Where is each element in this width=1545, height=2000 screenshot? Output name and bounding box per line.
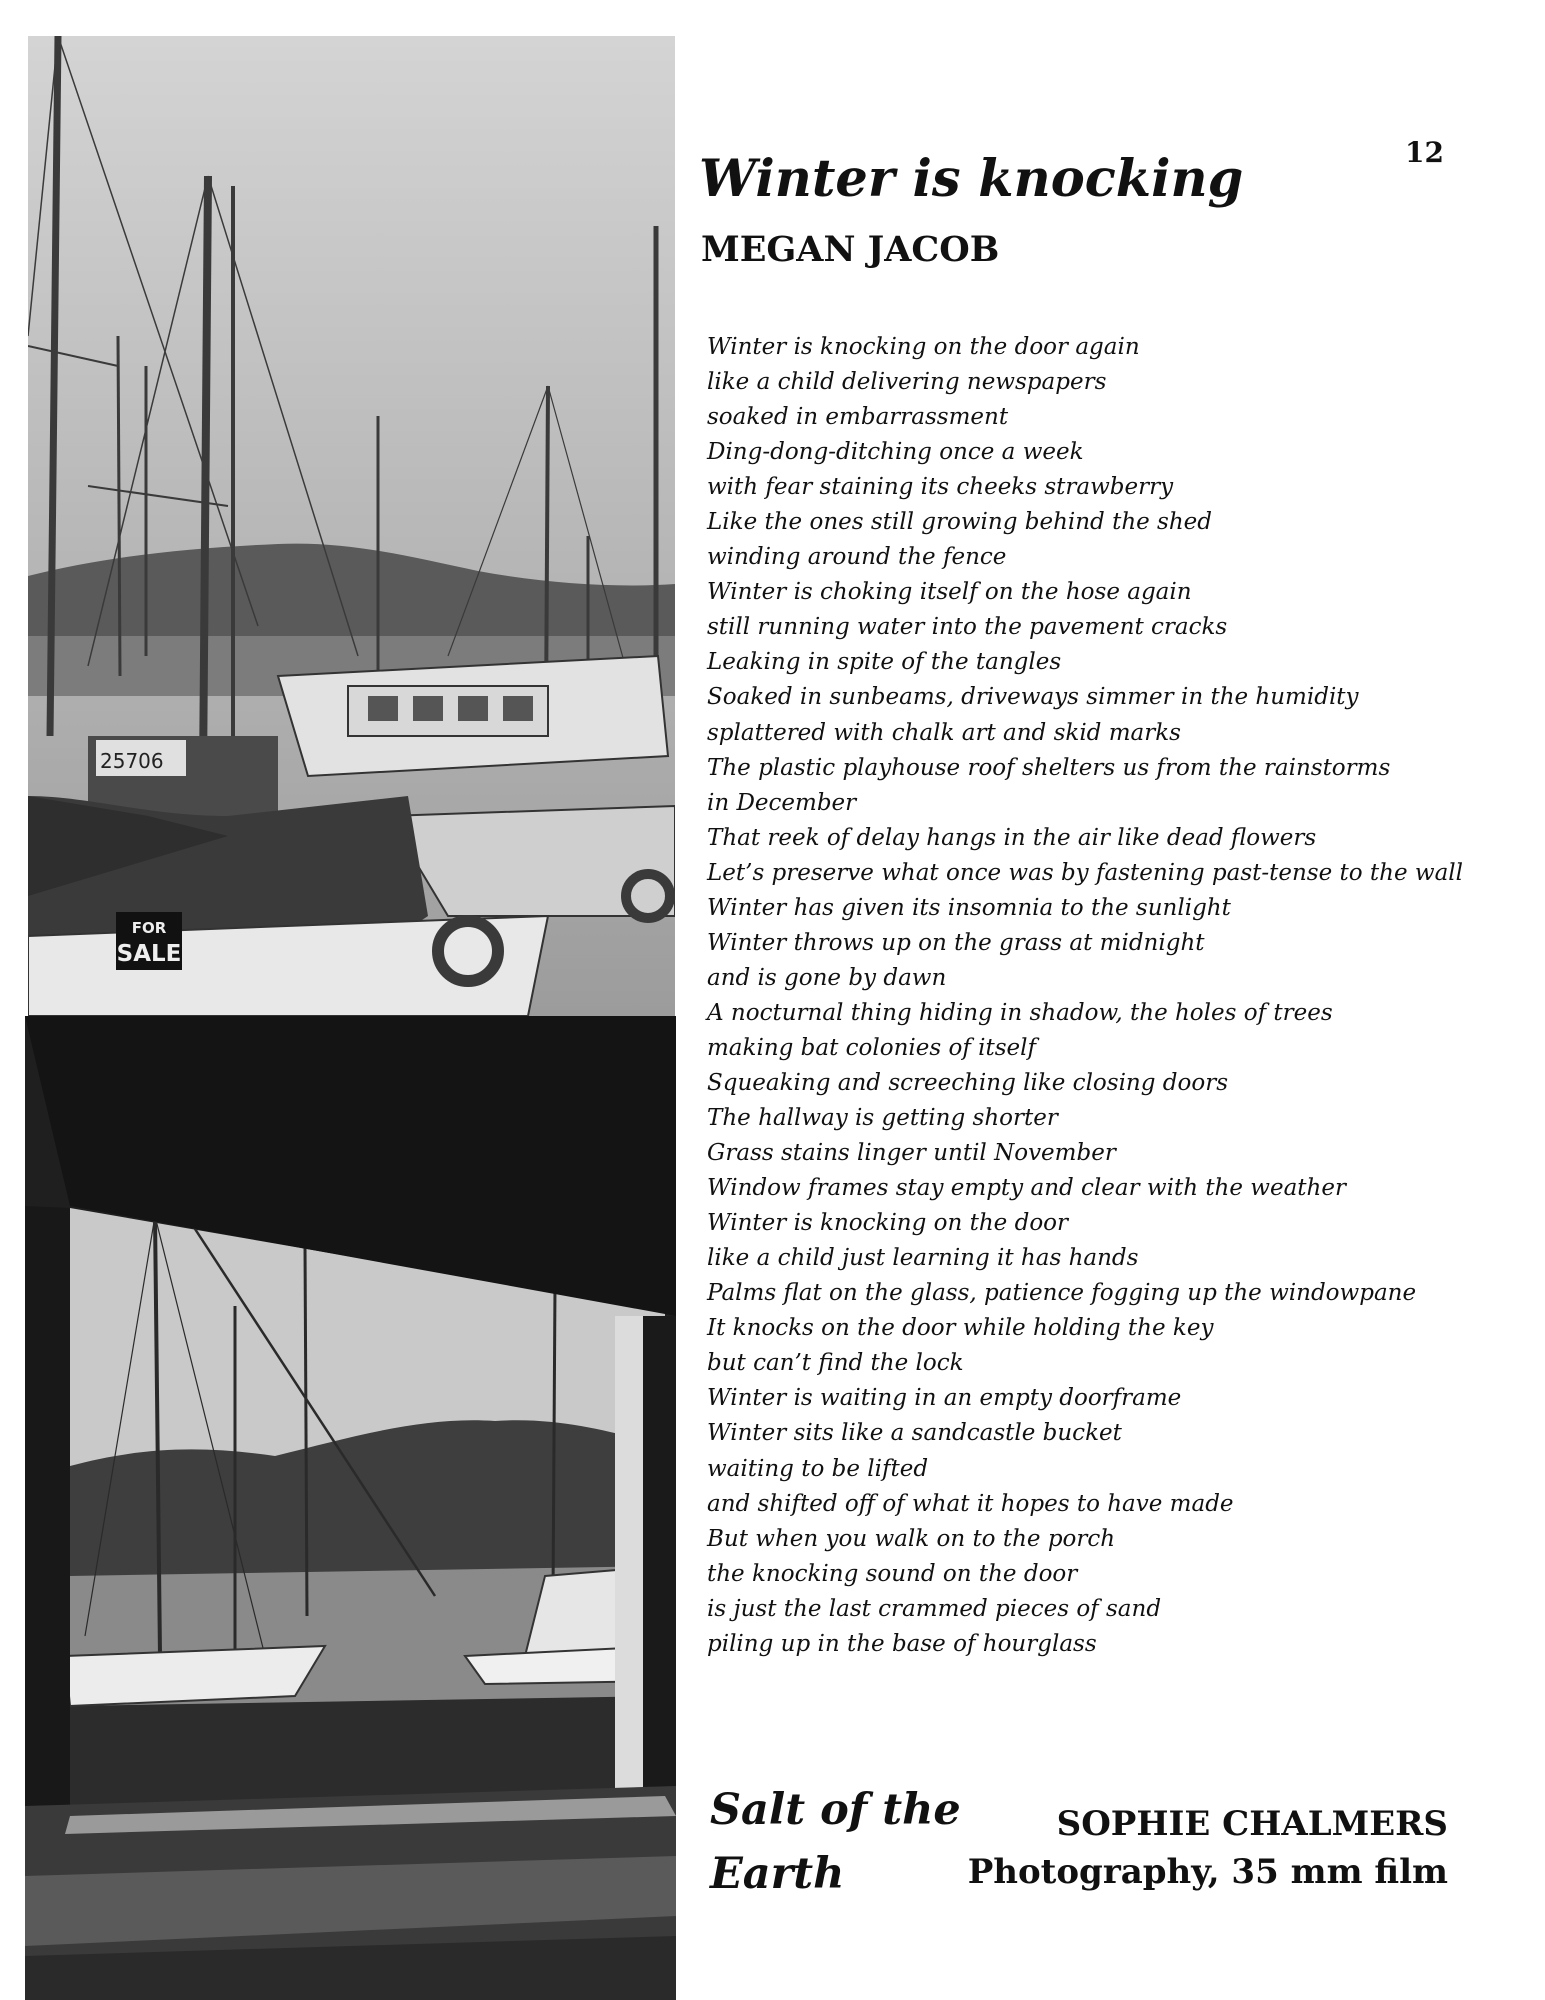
- poem-line: Winter is choking itself on the hose again: [707, 579, 1192, 606]
- photographer-name: SOPHIE CHALMERS: [1056, 1804, 1448, 1844]
- poem-line: Winter sits like a sandcastle bucket: [707, 1420, 1122, 1447]
- poem-line: It knocks on the door while holding the key: [707, 1315, 1214, 1342]
- poem-line: making bat colonies of itself: [707, 1034, 1037, 1061]
- poem-line: with fear staining its cheeks strawberry: [707, 474, 1174, 501]
- poem-line: Grass stains linger until November: [707, 1140, 1116, 1167]
- photo-title: Salt of the Earth: [710, 1785, 961, 1899]
- harbor-boats-illustration: [28, 36, 675, 1016]
- poem-line: A nocturnal thing hiding in shadow, the holes of trees: [707, 999, 1333, 1026]
- poem-line: still running water into the pavement cracks: [707, 614, 1228, 641]
- poem-line: Winter is knocking on the door again: [707, 334, 1140, 360]
- poem-line: The plastic playhouse roof shelters us from the rainstorms: [707, 754, 1391, 781]
- page-number: 12: [1405, 136, 1444, 169]
- marina-window-illustration: [25, 1016, 676, 2000]
- poem-line: The hallway is getting shorter: [707, 1105, 1058, 1132]
- harbor-boats-photo: [28, 36, 675, 1016]
- poem-line: Winter is knocking on the door: [707, 1210, 1069, 1237]
- poem-line: Let’s preserve what once was by fastening past-tense to the wall: [707, 859, 1464, 886]
- poem-line: but can’t find the lock: [707, 1350, 964, 1377]
- poem-line: waiting to be lifted: [707, 1455, 929, 1482]
- poem-line: Leaking in spite of the tangles: [707, 649, 1062, 676]
- photo-medium: Photography, 35 mm film: [967, 1852, 1448, 1892]
- poem-line: the knocking sound on the door: [707, 1560, 1078, 1587]
- poem-author: MEGAN JACOB: [701, 229, 1000, 270]
- poem-line: That reek of delay hangs in the air like dead flowers: [707, 824, 1317, 851]
- poem-line: winding around the fence: [707, 544, 1007, 571]
- for-sale-sign-line1: FOR: [131, 919, 167, 937]
- poem-line: splattered with chalk art and skid marks: [707, 719, 1181, 746]
- poem-line: Window frames stay empty and clear with the weather: [707, 1175, 1346, 1202]
- poem-line: soaked in embarrassment: [707, 404, 1009, 431]
- poem-line: But when you walk on to the porch: [707, 1525, 1116, 1552]
- poem-line: in December: [707, 789, 857, 816]
- poem-line: Winter throws up on the grass at midnight: [707, 929, 1205, 956]
- poem-line: Squeaking and screeching like closing doors: [707, 1069, 1228, 1096]
- poem-line: and is gone by dawn: [707, 964, 947, 991]
- poem-line: Like the ones still growing behind the shed: [707, 509, 1213, 536]
- poem-line: Winter has given its insomnia to the sunlight: [707, 894, 1231, 921]
- photo-credit: [940, 1800, 1448, 1896]
- poem-line: piling up in the base of hourglass: [707, 1630, 1097, 1657]
- for-sale-sign-line2: SALE: [116, 941, 182, 967]
- poem-line: is just the last crammed pieces of sand: [707, 1595, 1162, 1622]
- poem-line: like a child just learning it has hands: [707, 1245, 1139, 1272]
- poem-line: and shifted off of what it hopes to have made: [707, 1490, 1234, 1517]
- boat-number: 25706: [100, 749, 164, 773]
- poem-line: like a child delivering newspapers: [707, 369, 1107, 396]
- poem-line: Ding-dong-ditching once a week: [707, 439, 1084, 466]
- poem-line: Soaked in sunbeams, driveways simmer in the humidity: [707, 684, 1359, 711]
- poem-line: Winter is waiting in an empty doorframe: [707, 1385, 1182, 1412]
- poem-title: Winter is knocking: [699, 149, 1244, 209]
- poem-body: [707, 330, 1537, 1662]
- poem-line: Palms flat on the glass, patience fogging up the windowpane: [707, 1280, 1417, 1307]
- marina-window-photo: [25, 1016, 676, 2000]
